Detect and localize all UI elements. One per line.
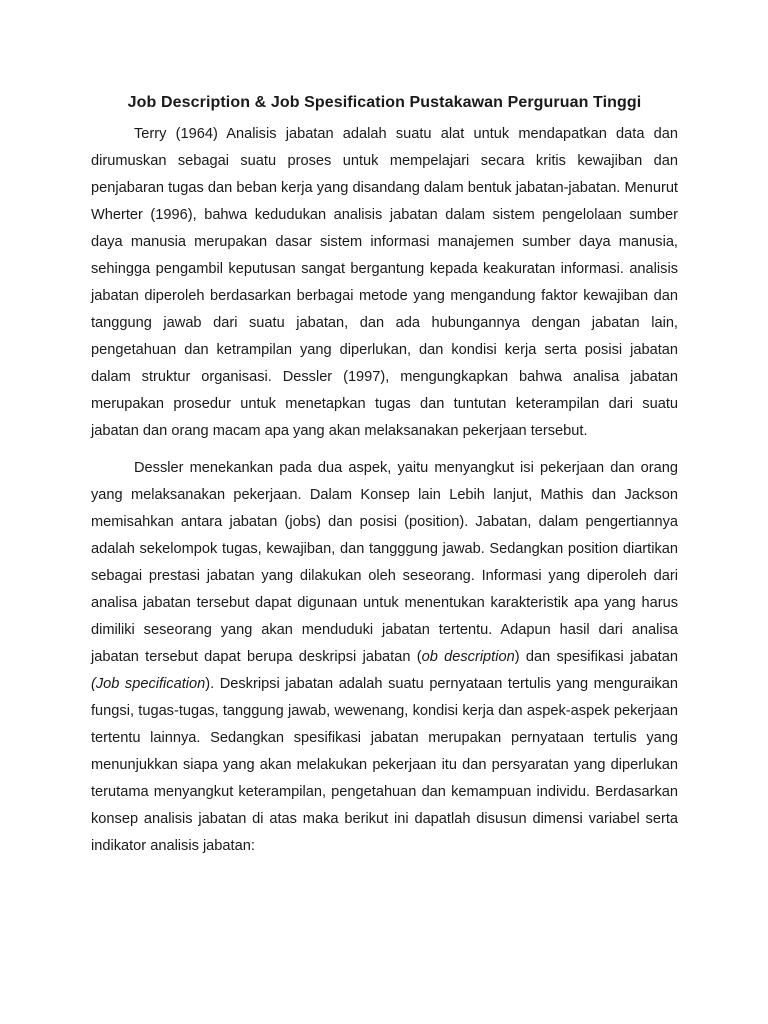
paragraph-text: ). Deskripsi jabatan adalah suatu pernyataan tertulis yang menguraikan fungsi, tugas-tugas, tanggung jawab, wewenang, kondisi kerja dan aspek-aspek pekerjaan tertentu lainnya. Sedangkan spesifikasi jabatan merupakan pernyataan tertulis yang menunjukkan siapa yang akan melakukan pekerjaan itu dan persyaratan yang diperlukan terutama menyangkut keterampilan, pengetahuan dan kemampuan individu. Berdasarkan konsep analisis jabatan di atas maka berikut ini dapatlah disusun dimensi variabel serta indikator analisis jabatan: xyxy=(91,676,678,854)
paragraph-dessler-aspek xyxy=(91,455,678,860)
paragraph-text: ) dan spesifikasi jabatan xyxy=(514,649,678,665)
document-page xyxy=(91,92,678,860)
paragraph-terry-analisis-jabatan xyxy=(91,121,678,445)
paragraph-text: Dessler menekankan pada dua aspek, yaitu menyangkut isi pekerjaan dan orang yang melaksanakan pekerjaan. Dalam Konsep lain Lebih lanjut, Mathis dan Jackson memisahkan antara jabatan (jobs) dan posisi (position). Jabatan, dalam pengertiannya adalah sekelompok tugas, kewajiban, dan tangggung jawab. Sedangkan position diartikan sebagai prestasi jabatan yang dilakukan oleh seseorang. Informasi yang diperoleh dari analisa jabatan tersebut dapat digunaan untuk menentukan karakteristik apa yang harus dimiliki seseorang yang akan menduduki jabatan tertentu. Adapun hasil dari analisa jabatan tersebut dapat berupa deskripsi jabatan ( xyxy=(91,460,678,665)
document-title: Job Description & Job Spesification Pustakawan Perguruan Tinggi xyxy=(127,94,642,111)
paragraph-text: Terry (1964) Analisis jabatan adalah suatu alat untuk mendapatkan data dan dirumuskan sebagai suatu proses untuk mempelajari secara kritis kewajiban dan penjabaran tugas dan beban kerja yang disandang dalam bentuk jabatan-jabatan. Menurut Wherter (1996), bahwa kedudukan analisis jabatan dalam sistem pengelolaan sumber daya manusia merupakan dasar sistem informasi manajemen sumber daya manusia, sehingga pengambil keputusan sangat bergantung kepada keakuratan informasi. analisis jabatan diperoleh berdasarkan berbagai metode yang mengandung faktor kewajiban dan tanggung jawab dari suatu jabatan, dan ada hubungannya dengan jabatan lain, pengetahuan dan ketrampilan yang diperlukan, dan kondisi kerja serta posisi jabatan dalam struktur organisasi. Dessler (1997), mengungkapkan bahwa analisa jabatan merupakan prosedur untuk menetapkan tugas dan tuntutan keterampilan dari suatu jabatan dan orang macam apa yang akan melaksanakan pekerjaan tersebut. xyxy=(91,126,678,439)
italic-term-job-specification: (Job specification xyxy=(91,676,206,692)
italic-term-job-description: ob description xyxy=(421,649,515,665)
